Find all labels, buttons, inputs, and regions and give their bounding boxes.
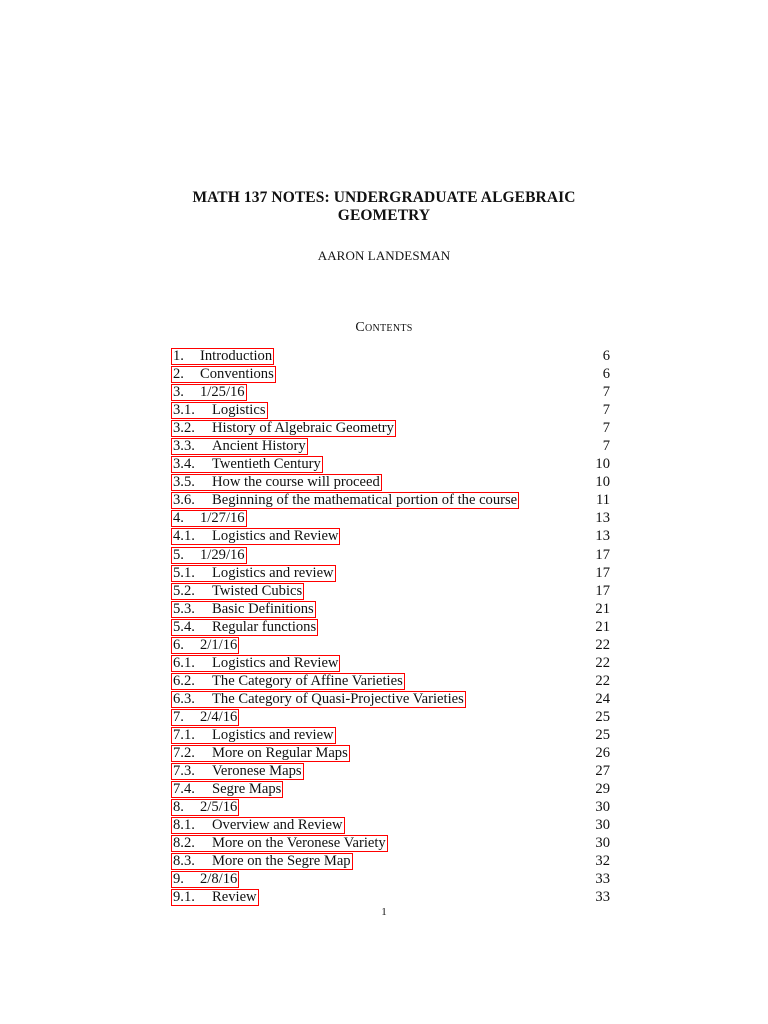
toc-entry-link[interactable] xyxy=(171,402,268,419)
toc-entry-title: Beginning of the mathematical portion of the course xyxy=(212,492,518,509)
toc-entry-link[interactable] xyxy=(171,835,388,852)
toc-entry-page: 30 xyxy=(595,835,610,852)
toc-entry-page: 22 xyxy=(595,654,610,671)
toc-entry-number: 9. xyxy=(173,871,184,888)
toc-entry-page: 21 xyxy=(595,600,610,617)
toc-entry-page: 7 xyxy=(602,438,610,455)
toc-entry-title: 2/1/16 xyxy=(200,636,238,653)
toc-entry xyxy=(172,491,610,509)
toc-entry-link[interactable] xyxy=(171,528,340,545)
toc-entry xyxy=(172,527,610,545)
toc-entry-title: Veronese Maps xyxy=(212,763,302,780)
toc-entry-link[interactable] xyxy=(171,474,382,491)
toc-entry-title: 1/25/16 xyxy=(200,384,245,401)
toc-entry-page: 22 xyxy=(595,672,610,689)
title-line-1: MATH 137 NOTES: UNDERGRADUATE ALGEBRAIC xyxy=(192,189,576,206)
toc-entry xyxy=(172,762,610,780)
toc-entry-link[interactable] xyxy=(171,871,239,888)
toc-entry-title: Ancient History xyxy=(212,438,306,455)
toc-entry xyxy=(172,834,610,852)
toc-entry-title: More on the Veronese Variety xyxy=(212,835,386,852)
toc-entry-page: 13 xyxy=(595,528,610,545)
toc-entry-link[interactable] xyxy=(171,366,276,383)
toc-entry-page: 6 xyxy=(602,348,610,364)
toc-entry xyxy=(172,347,610,365)
toc-entry-link[interactable] xyxy=(171,673,405,690)
toc-entry xyxy=(172,546,610,564)
toc-entry-number: 3.3. xyxy=(173,438,195,455)
toc-entry-link[interactable] xyxy=(171,583,304,600)
toc-entry-number: 7.2. xyxy=(173,745,195,762)
toc-entry-number: 5.4. xyxy=(173,618,195,635)
toc-entry xyxy=(172,401,610,419)
toc-entry-number: 7.4. xyxy=(173,781,195,798)
toc-entry-link[interactable] xyxy=(171,691,466,708)
toc-entry-page: 10 xyxy=(595,456,610,473)
toc-entry-number: 7.1. xyxy=(173,726,195,743)
toc-entry-link[interactable] xyxy=(171,853,353,870)
toc-entry-link[interactable] xyxy=(171,817,345,834)
toc-entry-page: 25 xyxy=(595,726,610,743)
toc-entry-link[interactable] xyxy=(171,510,247,527)
document-title xyxy=(0,189,768,225)
toc-entry xyxy=(172,473,610,491)
toc-entry-page: 33 xyxy=(595,889,610,906)
toc-entry-title: 1/27/16 xyxy=(200,510,245,527)
toc-entry-page: 7 xyxy=(602,420,610,437)
toc-entry-page: 27 xyxy=(595,763,610,780)
toc-entry-title: Logistics and Review xyxy=(212,528,339,545)
toc-entry-number: 3.1. xyxy=(173,402,195,419)
toc-entry-link[interactable] xyxy=(171,655,340,672)
toc-entry xyxy=(172,455,610,473)
toc-entry-number: 9.1. xyxy=(173,889,195,906)
toc-entry-number: 8.1. xyxy=(173,817,195,834)
toc-entry-number: 5.2. xyxy=(173,582,195,599)
toc-entry-number: 7.3. xyxy=(173,763,195,780)
toc-entry xyxy=(172,636,610,654)
toc-entry xyxy=(172,437,610,455)
toc-entry-number: 3.5. xyxy=(173,474,195,491)
toc-entry-number: 4. xyxy=(173,510,184,527)
toc-entry-number: 5. xyxy=(173,546,184,563)
toc-entry xyxy=(172,582,610,600)
toc-entry-page: 30 xyxy=(595,799,610,816)
title-line-2: GEOMETRY xyxy=(337,207,431,224)
toc-entry-title: Twentieth Century xyxy=(212,456,321,473)
toc-entry-title: 1/29/16 xyxy=(200,546,245,563)
toc-entry-title: Logistics and review xyxy=(212,726,334,743)
toc-entry-title: Basic Definitions xyxy=(212,600,314,617)
toc-entry-page: 29 xyxy=(595,781,610,798)
toc-entry-link[interactable] xyxy=(171,547,247,564)
toc-entry-page: 17 xyxy=(595,582,610,599)
toc-entry xyxy=(172,654,610,672)
toc-entry xyxy=(172,726,610,744)
toc-entry xyxy=(172,744,610,762)
toc-entry-number: 6.1. xyxy=(173,654,195,671)
toc-entry-link[interactable] xyxy=(171,420,396,437)
toc-entry-page: 17 xyxy=(595,546,610,563)
toc-entry xyxy=(172,852,610,870)
toc-entry-link[interactable] xyxy=(171,799,239,816)
toc-entry xyxy=(172,672,610,690)
toc-entry xyxy=(172,798,610,816)
toc-entry-page: 30 xyxy=(595,817,610,834)
footer-page-number: 1 xyxy=(381,906,387,918)
toc-entry-page: 7 xyxy=(602,402,610,419)
toc-entry xyxy=(172,888,610,906)
toc-entry-link[interactable] xyxy=(171,745,350,762)
toc-entry-title: 2/8/16 xyxy=(200,871,238,888)
toc-entry-page: 13 xyxy=(595,510,610,527)
toc-entry-number: 1. xyxy=(173,348,184,364)
toc-entry-number: 8.3. xyxy=(173,853,195,870)
toc-entry-number: 5.3. xyxy=(173,600,195,617)
toc-entry-number: 3.6. xyxy=(173,492,195,509)
toc-entry-title: The Category of Affine Varieties xyxy=(212,672,403,689)
toc-entry-title: Overview and Review xyxy=(212,817,343,834)
toc-entry-page: 26 xyxy=(595,745,610,762)
toc-entry xyxy=(172,564,610,582)
toc-entry xyxy=(172,600,610,618)
toc-entry xyxy=(172,690,610,708)
toc-entry-title: 2/5/16 xyxy=(200,799,238,816)
toc-entry-title: Conventions xyxy=(200,366,274,383)
toc-entry-page: 17 xyxy=(595,564,610,581)
toc-entry-link[interactable] xyxy=(171,709,239,726)
toc-entry-link[interactable] xyxy=(171,384,247,401)
toc-entry-title: History of Algebraic Geometry xyxy=(212,420,394,437)
toc-entry-title: Twisted Cubics xyxy=(212,582,303,599)
toc-entry-number: 8.2. xyxy=(173,835,195,852)
toc-entry-link[interactable] xyxy=(171,456,323,473)
toc-entry-number: 8. xyxy=(173,799,184,816)
toc-entry-title: How the course will proceed xyxy=(212,474,380,491)
toc-entry-number: 6.3. xyxy=(173,690,195,707)
toc-entry-link[interactable] xyxy=(171,348,274,365)
toc-entry-page: 6 xyxy=(602,366,610,383)
toc-entry-number: 6. xyxy=(173,636,184,653)
toc-entry-number: 2. xyxy=(173,366,184,383)
toc-entry xyxy=(172,870,610,888)
toc-entry-page: 7 xyxy=(602,384,610,401)
toc-entry-number: 7. xyxy=(173,708,184,725)
toc-entry-link[interactable] xyxy=(171,727,336,744)
toc-entry-link[interactable] xyxy=(171,781,283,798)
toc-entry-title: Logistics and review xyxy=(212,564,334,581)
toc-entry-title: More on Regular Maps xyxy=(212,745,348,762)
toc-entry-link[interactable] xyxy=(171,619,318,636)
toc-entry-title: 2/4/16 xyxy=(200,708,238,725)
toc-entry-number: 5.1. xyxy=(173,564,195,581)
toc-entry xyxy=(172,383,610,401)
toc-entry-page: 33 xyxy=(595,871,610,888)
toc-entry-link[interactable] xyxy=(171,492,519,509)
table-of-contents xyxy=(172,347,610,906)
author-name: AARON LANDESMAN xyxy=(317,248,451,263)
toc-entry-page: 10 xyxy=(595,474,610,491)
toc-entry-page: 11 xyxy=(595,492,610,509)
toc-entry-page: 32 xyxy=(595,853,610,870)
toc-entry-title: Regular functions xyxy=(212,618,317,635)
toc-entry-title: Logistics and Review xyxy=(212,654,339,671)
toc-entry-link[interactable] xyxy=(171,565,336,582)
toc-entry xyxy=(172,365,610,383)
toc-entry-title: More on the Segre Map xyxy=(212,853,351,870)
toc-entry-title: Introduction xyxy=(200,348,273,364)
toc-entry xyxy=(172,708,610,726)
toc-entry-link[interactable] xyxy=(171,889,259,906)
toc-entry-page: 21 xyxy=(595,618,610,635)
toc-entry-page: 22 xyxy=(595,636,610,653)
toc-entry-number: 6.2. xyxy=(173,672,195,689)
toc-entry-title: Segre Maps xyxy=(212,781,282,798)
toc-entry xyxy=(172,780,610,798)
toc-entry-number: 3. xyxy=(173,384,184,401)
toc-entry xyxy=(172,816,610,834)
toc-entry-link[interactable] xyxy=(171,601,316,618)
toc-entry-page: 24 xyxy=(595,690,610,707)
toc-entry-link[interactable] xyxy=(171,637,239,654)
toc-entry-title: Logistics xyxy=(212,402,266,419)
toc-entry xyxy=(172,509,610,527)
toc-entry xyxy=(172,618,610,636)
toc-entry-number: 4.1. xyxy=(173,528,195,545)
toc-entry-link[interactable] xyxy=(171,438,308,455)
toc-entry-page: 25 xyxy=(595,708,610,725)
toc-entry-title: The Category of Quasi-Projective Varieties xyxy=(212,690,464,707)
toc-entry-number: 3.4. xyxy=(173,456,195,473)
toc-entry-title: Review xyxy=(212,889,257,906)
toc-entry-link[interactable] xyxy=(171,763,304,780)
toc-entry-number: 3.2. xyxy=(173,420,195,437)
toc-entry xyxy=(172,419,610,437)
contents-heading: Contents xyxy=(355,320,413,335)
